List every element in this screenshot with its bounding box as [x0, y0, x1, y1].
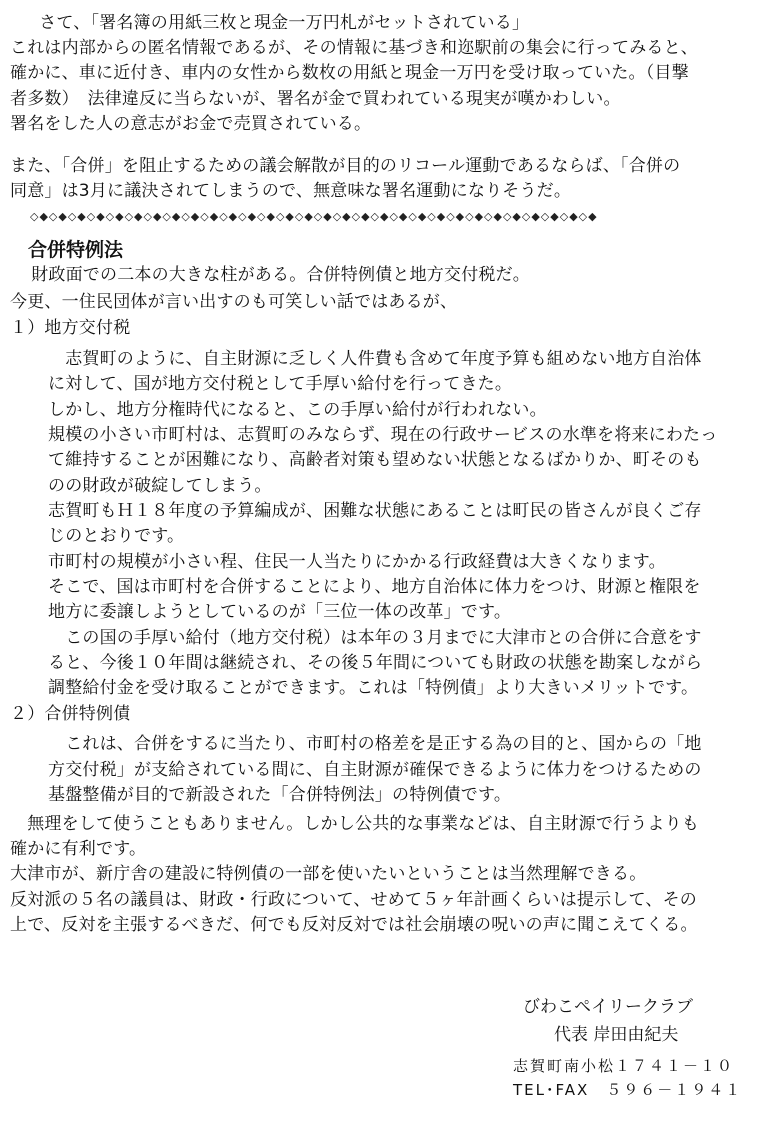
intro-line-2: これは内部からの匿名情報であるが、その情報に基づき和迩駅前の集会に行ってみると、: [10, 38, 698, 58]
item2-line-2: 方交付税」が支給されている間に、自主財源が確保できるように体力をつけるための: [48, 760, 702, 780]
item1-line-10: そこで、国は市町村を合併することにより、地方自治体に体力をつけ、財源と権限を: [48, 577, 701, 597]
item1-line-11: 地方に委譲しようとしているのが「三位一体の改革」です。: [48, 602, 512, 622]
item1-line-7: 志賀町もＨ１８年度の予算編成が、困難な状態にあることは町民の皆さんが良くご存: [48, 501, 702, 521]
item1-line-6: のの財政が破綻してしまう。: [48, 476, 272, 496]
item2-title: ２）合併特例債: [10, 704, 131, 724]
item1-line-2: に対して、国が地方交付税として手厚い給付を行ってきた。: [48, 374, 513, 394]
decorative-divider: ◇◆◇◆◇◆◇◆◇◆◇◆◇◆◇◆◇◆◇◆◇◆◇◆◇◆◇◆◇◆◇◆◇◆◇◆◇◆◇◆◇◆◇◆◇◆◇◆◇◆◇◆◇◆◇◆◇◆◇◆: [30, 211, 598, 223]
signature-address: 志賀町南小松１７４１－１０: [513, 1057, 735, 1075]
intro-line-5: 署名をした人の意志がお金で売買されている。: [10, 114, 372, 134]
intro-line-1: さて、「署名簿の用紙三枚と現金一万円札がセットされている」: [22, 13, 530, 33]
signature-tel-fax: TEL･FAX ５９６－１９４１: [513, 1081, 743, 1099]
closing-line-4: 反対派の５名の議員は、財政・行政について、せめて５ヶ年計画くらいは提示して、その: [10, 890, 697, 910]
intro-line-4: 者多数） 法律違反に当らないが、署名が金で買われている現実が嘆かわしい。: [10, 89, 621, 109]
closing-line-1: 無理をして使うこともありません。しかし公共的な事業などは、自主財源で行うよりも: [10, 814, 700, 834]
lead-line-2: 今更、一住民団体が言い出すのも可笑しい話ではあるが、: [10, 292, 458, 312]
closing-line-2: 確かに有利です。: [10, 839, 147, 859]
item1-line-5: て維持することが困難になり、高齢者対策も望めない状態となるばかりか、町そのも: [48, 450, 702, 470]
recall-line-1: また、「合併」を阻止するための議会解散が目的のリコール運動であるならば、「合併の: [10, 156, 681, 176]
signature-org: びわこペイリークラブ: [523, 997, 693, 1017]
section-heading: 合併特例法: [28, 239, 124, 261]
item1-line-3: しかし、地方分権時代になると、この手厚い給付が行われない。: [48, 400, 547, 420]
item1-title: １）地方交付税: [10, 318, 131, 338]
closing-line-3: 大津市が、新庁舎の建設に特例債の一部を使いたいということは当然理解できる。: [10, 864, 647, 884]
intro-line-3: 確かに、車に近付き、車内の女性から数枚の用紙と現金一万円を受け取っていた。（目撃: [10, 63, 689, 83]
item2-line-3: 基盤整備が目的で新設された「合併特例法」の特例債です。: [48, 785, 512, 805]
item1-line-4: 規模の小さい市町村は、志賀町のみならず、現在の行政サービスの水準を将来にわたっ: [48, 425, 718, 445]
item2-line-1: これは、合併をするに当たり、市町村の格差を是正する為の目的と、国からの「地: [48, 734, 702, 754]
lead-line-1: 財政面での二本の大きな柱がある。合併特例債と地方交付税だ。: [14, 265, 530, 285]
item1-line-12: この国の手厚い給付（地方交付税）は本年の３月までに大津市との合併に合意をす: [48, 628, 702, 648]
recall-line-2: 同意」は3月に議決されてしまうので、無意味な署名運動になりそうだ。: [10, 181, 572, 201]
item1-line-14: 調整給付金を受け取ることができます。これは「特例債」より大きいメリットです。: [48, 678, 699, 698]
closing-line-5: 上で、反対を主張するべきだ、何でも反対反対では社会崩壊の呪いの声に聞こえてくる。: [10, 915, 698, 935]
item1-line-8: じのとおりです。: [48, 526, 185, 546]
item1-line-1: 志賀町のように、自主財源に乏しく人件費も含めて年度予算も組めない地方自治体: [48, 349, 702, 369]
item1-line-9: 市町村の規模が小さい程、住民一人当たりにかかる行政経費は大きくなります。: [48, 552, 666, 572]
signature-representative: 代表 岸田由紀夫: [554, 1025, 679, 1045]
item1-line-13: ると、今後１０年間は継続され、その後５年間についても財政の状態を勘案しながら: [48, 653, 703, 673]
